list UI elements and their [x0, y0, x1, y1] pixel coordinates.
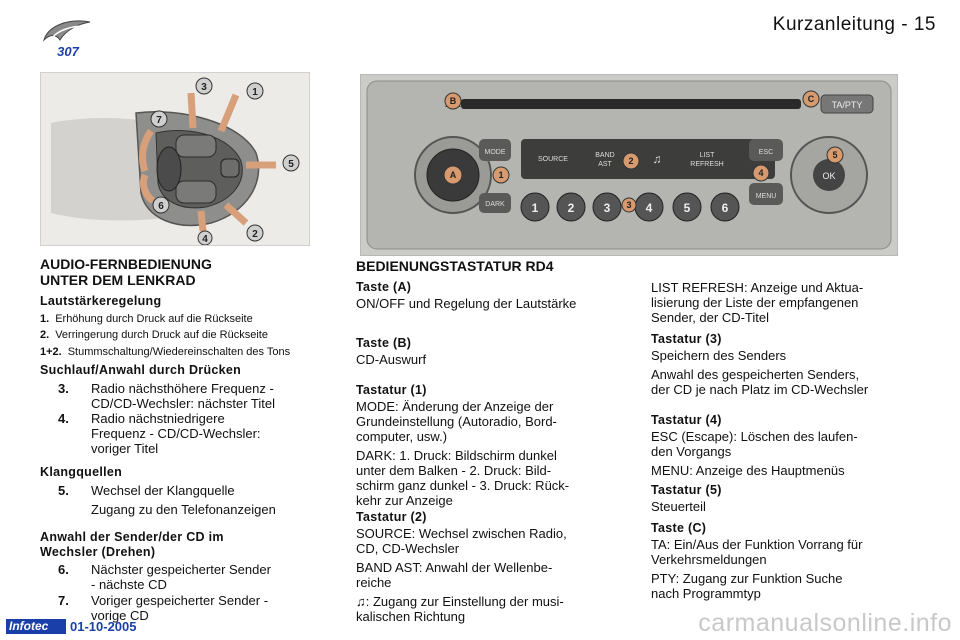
sources-heading: Klangquellen: [40, 465, 123, 479]
key-c-text: TA: Ein/Aus der Funktion Vorrang für Verkehrsmeldungen PTY: Zugang zur Funktion Suche nach Programmtyp: [651, 537, 863, 601]
key-a-heading: Taste (A): [356, 280, 412, 294]
volume-item-2: 2. Verringerung durch Druck auf die Rückseite: [40, 329, 268, 341]
esc-label: ESC: [758, 149, 774, 156]
callout-4: 4: [758, 168, 764, 178]
mode-label: MODE: [484, 149, 506, 156]
music-note-icon: ♫: [356, 594, 366, 609]
preset-4: 4: [645, 201, 653, 215]
callout-5: 5: [288, 159, 294, 170]
key-c-heading: Taste (C): [651, 521, 707, 535]
watermark: carmanualsonline.info: [698, 609, 952, 637]
callout-7: 7: [156, 115, 162, 126]
left-heading: AUDIO-FERNBEDIENUNG UNTER DEM LENKRAD: [40, 256, 212, 288]
middle-heading: BEDIENUNGSTASTATUR RD4: [356, 258, 554, 274]
preset-1: 1: [531, 201, 539, 215]
key-3-text: Speichern des Senders Anwahl des gespeicherten Senders, der CD je nach Platz im CD-Wechsler: [651, 348, 869, 397]
key-1-text: MODE: Änderung der Anzeige der Grundeinstellung (Autoradio, Bord- computer, usw.) DARK: 1. Druck: Bildschirm dunkel unter dem Balken - 2. Druck: Bild- schirm ganz dunkel - 3. Druck: Rück- kehr zur Anzeige: [356, 399, 570, 508]
tapty-label: TA/PTY: [831, 100, 863, 110]
preset-5: 5: [683, 201, 691, 215]
ok-label: OK: [822, 171, 836, 181]
callout-b: B: [449, 96, 457, 106]
key-b-heading: Taste (B): [356, 336, 412, 350]
list-label: LIST: [699, 152, 715, 159]
source-label: SOURCE: [538, 156, 568, 163]
callout-4: 4: [202, 234, 208, 245]
key-5-heading: Tastatur (5): [651, 483, 722, 497]
menu-label: MENU: [755, 193, 777, 200]
radio-panel-image: [360, 74, 898, 256]
music-note-icon: ♫: [652, 152, 662, 166]
callout-1: 1: [252, 87, 258, 98]
footer-date: 01-10-2005: [70, 619, 137, 634]
preset-3: 3: [603, 201, 611, 215]
page-title: Kurzanleitung - 15: [772, 14, 936, 35]
list-refresh-text: LIST REFRESH: Anzeige und Aktua- lisierung der Liste der empfangenen Sender, der CD-Titel: [651, 280, 864, 325]
key-4-heading: Tastatur (4): [651, 413, 722, 427]
infotec-logo: Infotec: [6, 619, 66, 634]
band-label: BAND: [595, 152, 615, 159]
callout-2: 2: [628, 156, 634, 166]
volume-heading: Lautstärkeregelung: [40, 294, 162, 308]
refresh-label: REFRESH: [690, 161, 724, 168]
volume-item-1: 1. Erhöhung durch Druck auf die Rückseite: [40, 313, 253, 325]
key-b-text: CD-Auswurf: [356, 352, 427, 367]
key-2-text: SOURCE: Wechsel zwischen Radio, CD, CD-Wechsler BAND AST: Anwahl der Wellenbe- reiche ♫: Zugang zur Einstellung der musi- kalischen Richtung: [356, 526, 567, 624]
steering-remote-image: [40, 72, 310, 246]
preset-6: 6: [721, 201, 729, 215]
callout-3: 3: [626, 200, 632, 210]
callout-5: 5: [832, 150, 838, 160]
ast-label: AST: [598, 161, 612, 168]
callout-2: 2: [252, 229, 258, 240]
selection-heading: Anwahl der Sender/der CD im Wechsler (Drehen): [40, 530, 224, 559]
callout-6: 6: [158, 201, 164, 212]
logo-text: 307: [57, 44, 79, 59]
key-2-heading: Tastatur (2): [356, 510, 427, 524]
callout-1: 1: [498, 170, 504, 180]
callout-c: C: [807, 94, 815, 104]
dark-label: DARK: [485, 201, 505, 208]
callout-a: A: [449, 170, 457, 180]
callout-3: 3: [201, 82, 207, 93]
peugeot-307-logo: [38, 12, 98, 60]
key-5-text: Steuerteil: [651, 499, 706, 514]
key-a-text: ON/OFF und Regelung der Lautstärke: [356, 296, 577, 311]
volume-item-3: 1+2. Stummschaltung/Wiedereinschalten des Tons: [40, 346, 291, 358]
search-heading: Suchlauf/Anwahl durch Drücken: [40, 363, 242, 377]
key-3-heading: Tastatur (3): [651, 332, 722, 346]
preset-2: 2: [567, 201, 575, 215]
key-1-heading: Tastatur (1): [356, 383, 427, 397]
key-4-text: ESC (Escape): Löschen des laufen- den Vorgangs MENU: Anzeige des Hauptmenüs: [651, 429, 858, 478]
